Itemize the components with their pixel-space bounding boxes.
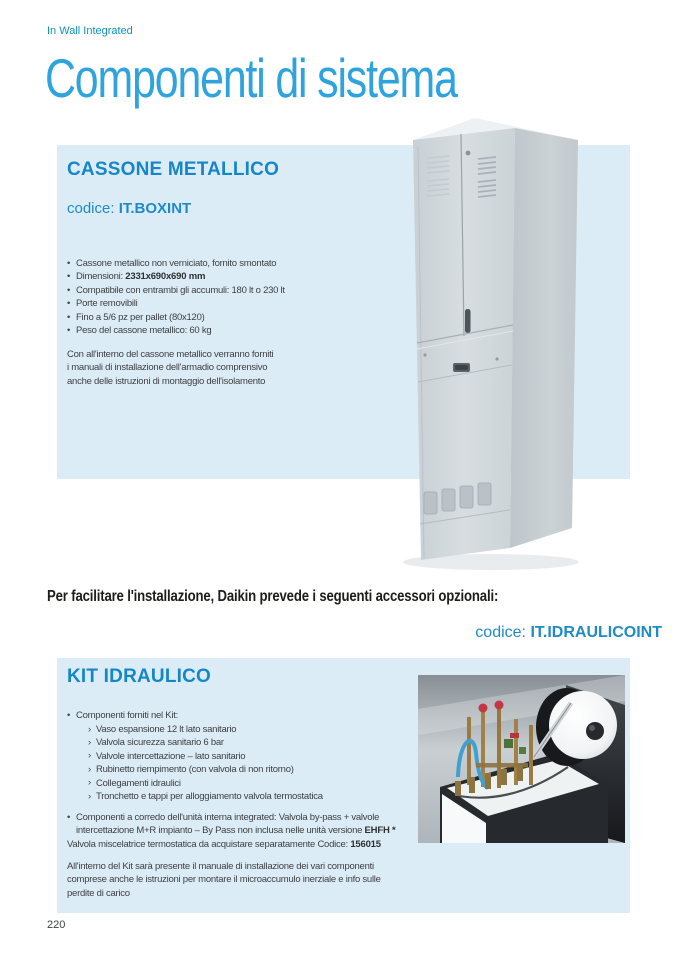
kit-components-list: [88, 723, 323, 803]
text-line: anche delle istruzioni di montaggio dell'isolamento: [67, 375, 266, 387]
panel1-heading: CASSONE METALLICO: [67, 159, 280, 180]
text-line: All'interno del Kit sarà presente il manuale di installazione dei vari componenti: [67, 861, 374, 872]
code-value: IT.IDRAULICOINT: [530, 624, 662, 641]
panel1-note: [67, 348, 273, 388]
kit-note: [67, 811, 396, 851]
list-item: › Tronchetto e tappi per alloggiamento valvola termostatica: [88, 790, 323, 803]
product-code-idraulicoint: [475, 624, 662, 642]
series-label: In Wall Integrated: [47, 25, 133, 37]
kit-manual-note: [67, 860, 381, 900]
page-title: Componenti di sistema: [45, 47, 457, 109]
list-item: › Valvole intercettazione – lato sanitario: [88, 750, 323, 763]
product-code-boxint: [67, 200, 191, 217]
metal-cabinet-illustration: [396, 112, 582, 572]
panel2-heading: KIT IDRAULICO: [67, 666, 212, 687]
list-item: › Rubinetto riempimento (con valvola di non ritorno): [88, 763, 323, 776]
page-number: 220: [47, 919, 66, 931]
text-line: perdite di carico: [67, 887, 130, 899]
text-line: intercettazione M+R impianto – By Pass non inclusa nelle unità versione EHFH *: [76, 825, 396, 837]
accessories-lead-text: Per facilitare l'installazione, Daikin prevede i seguenti accessori opzionali:: [47, 588, 499, 605]
list-item: • Compatibile con entrambi gli accumuli: 180 lt o 230 lt: [67, 284, 285, 297]
list-item: • Peso del cassone metallico: 60 kg: [67, 324, 285, 337]
list-item: • Cassone metallico non verniciato, fornito smontato: [67, 257, 285, 270]
panel1-bullet-list: [67, 257, 285, 337]
text-line: comprese anche le istruzioni per montare il microaccumulo inerziale e info sulle: [67, 874, 381, 886]
code-value: IT.BOXINT: [118, 200, 192, 217]
list-item: • Fino a 5/6 pz per pallet (80x120): [67, 311, 285, 324]
text-line: i manuali di installazione dell'armadio comprensivo: [67, 362, 268, 374]
kit-intro: • Componenti forniti nel Kit:: [67, 709, 178, 722]
list-item: › Vaso espansione 12 lt lato sanitario: [88, 723, 323, 736]
text-line: Con all'interno del cassone metallico verranno forniti: [67, 349, 274, 360]
code-label: codice:: [475, 624, 526, 641]
text-line: Valvola miscelatrice termostatica da acquistare separatamente Codice: 156015: [67, 838, 381, 850]
hydraulic-kit-illustration: [418, 675, 625, 843]
list-item: • Porte removibili: [67, 297, 285, 310]
code-label: codice:: [67, 200, 115, 217]
list-item: • Dimensioni: 2331x690x690 mm: [67, 270, 285, 283]
text-line: • Componenti a corredo dell'unità interna integrated: Valvola by-pass + valvole: [67, 811, 396, 824]
list-item: › Valvola sicurezza sanitario 6 bar: [88, 736, 323, 749]
list-item: › Collegamenti idraulici: [88, 777, 323, 790]
